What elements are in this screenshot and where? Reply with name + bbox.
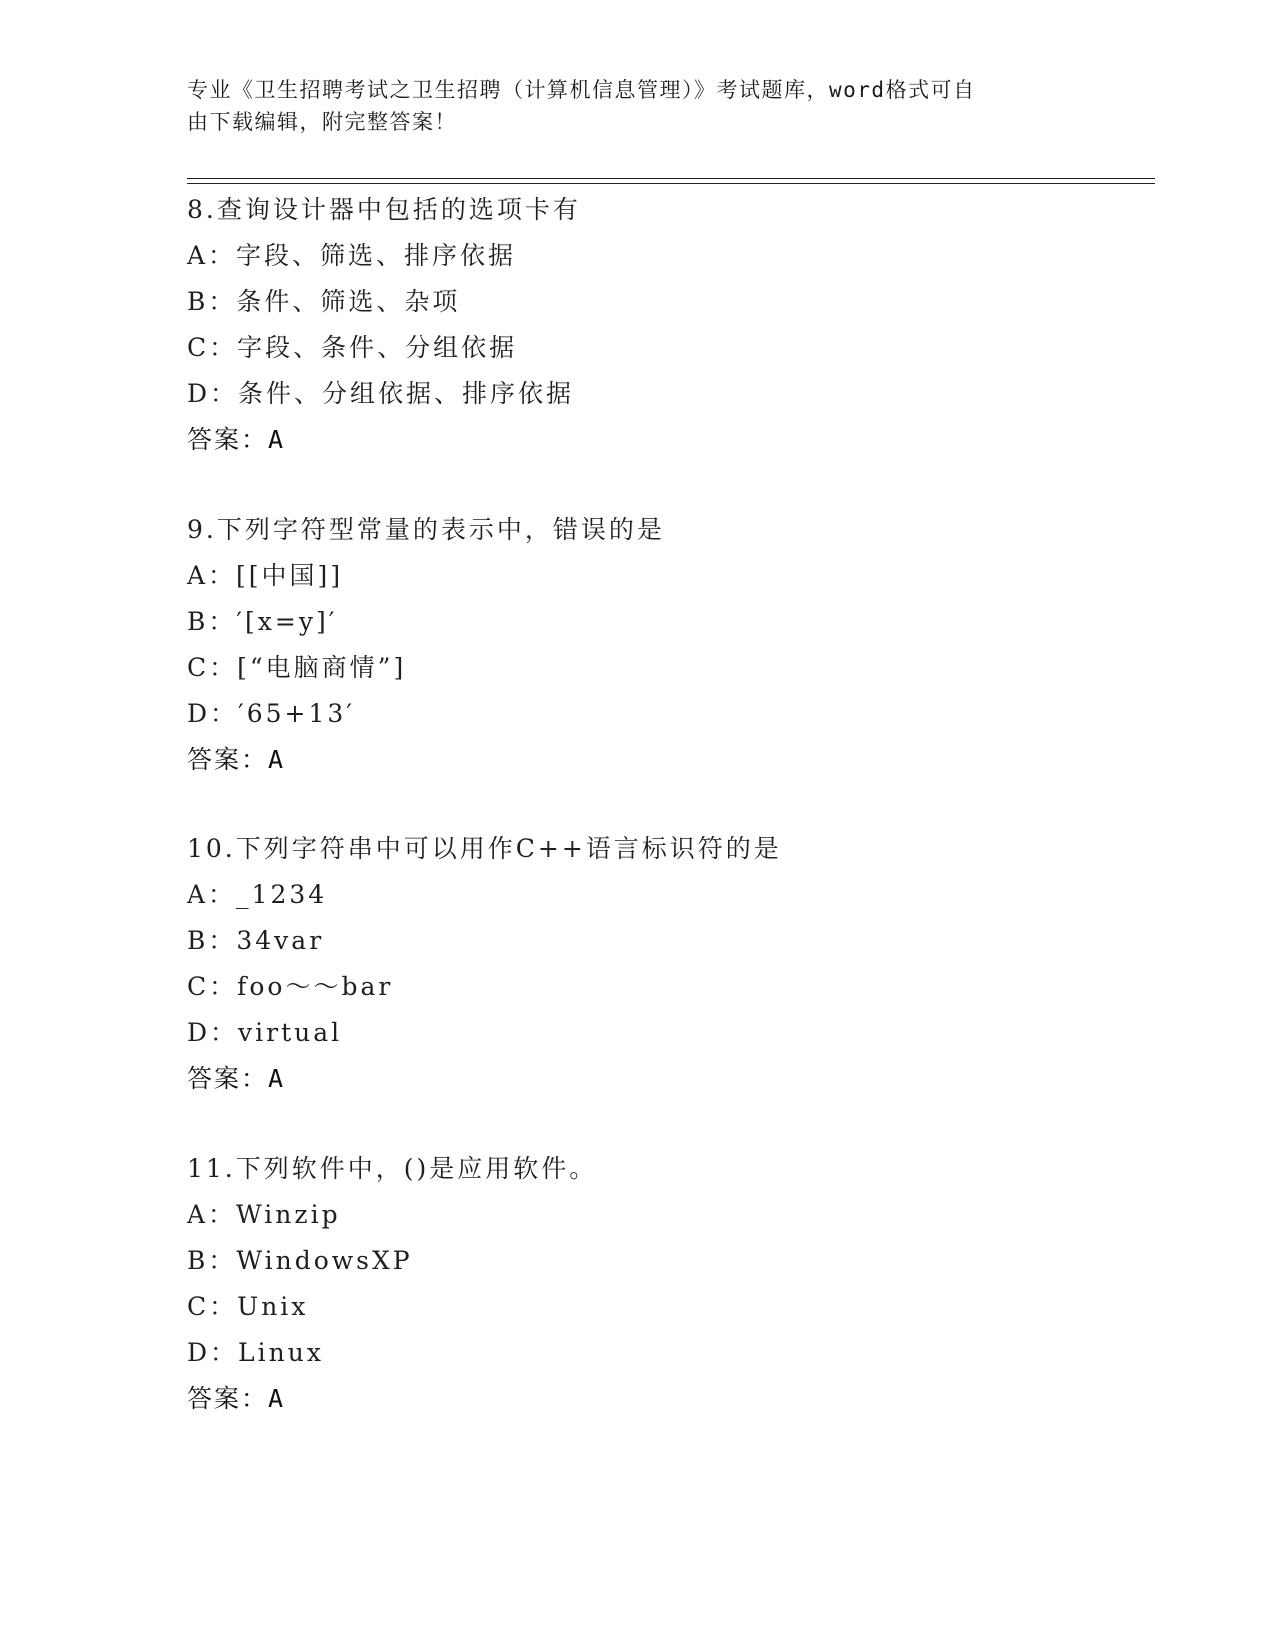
option-b: B：WindowsXP (187, 1246, 413, 1275)
option-b: B：条件、筛选、杂项 (187, 287, 461, 316)
header-divider-top (187, 178, 1155, 179)
question-10 (187, 826, 1087, 1102)
header-divider-bottom (187, 183, 1155, 184)
option-a: A：[[中国]] (187, 561, 344, 590)
option-c: C：foo～～bar (187, 972, 394, 1001)
option-d: D：条件、分组依据、排序依据 (187, 379, 575, 408)
option-a: A：Winzip (187, 1200, 341, 1229)
option-c: C：字段、条件、分组依据 (187, 333, 518, 362)
question-8 (187, 187, 1087, 463)
option-a: A：字段、筛选、排序依据 (187, 241, 517, 270)
question-title: 9.下列字符型常量的表示中，错误的是 (187, 515, 665, 544)
header-line-2: 由下载编辑，附完整答案！ (187, 110, 457, 134)
option-b: B：′[x=y]′ (187, 607, 338, 636)
question-title: 8.查询设计器中包括的选项卡有 (187, 195, 581, 224)
option-b: B：34var (187, 926, 325, 955)
option-d: D：virtual (187, 1018, 343, 1047)
option-c: C：[“电脑商情”] (187, 653, 407, 682)
answer: 答案：A (187, 745, 286, 774)
question-9 (187, 507, 1087, 783)
option-a: A：_1234 (187, 880, 328, 909)
answer: 答案：A (187, 1064, 286, 1093)
answer: 答案：A (187, 1384, 286, 1413)
option-c: C：Unix (187, 1292, 309, 1321)
document-header (187, 74, 1067, 138)
option-d: D：′65+13′ (187, 699, 355, 728)
option-d: D：Linux (187, 1338, 324, 1367)
answer: 答案：A (187, 425, 286, 454)
header-line-1: 专业《卫生招聘考试之卫生招聘（计算机信息管理）》考试题库，word格式可自 (187, 78, 976, 102)
question-11 (187, 1146, 1087, 1422)
question-title: 11.下列软件中，()是应用软件。 (187, 1154, 598, 1183)
question-title: 10.下列字符串中可以用作C++语言标识符的是 (187, 834, 782, 863)
